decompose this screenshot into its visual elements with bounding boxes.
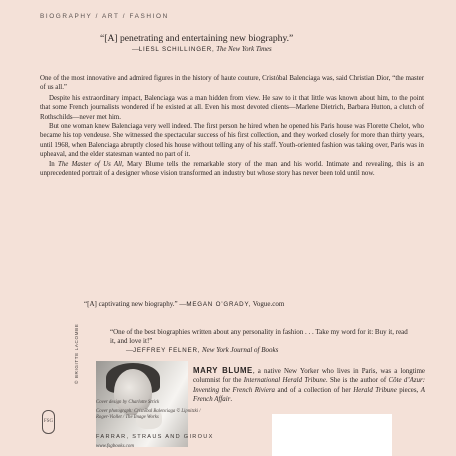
publisher-name: FARRAR, STRAUS AND GIROUX (96, 434, 214, 440)
description-paragraph-4 (40, 160, 424, 179)
top-quote-dash: — (132, 46, 139, 53)
bottom-quote-dash: — (126, 346, 133, 354)
mid-quote-reviewer: MEGAN O’GRADY, (186, 301, 252, 308)
publisher-logo: FSG (42, 410, 55, 434)
bio-segment-2: . She is the author of (325, 377, 389, 385)
description-paragraph-2: Despite his extraordinary impact, Balenciaga was a man hidden from view. He saw to it that little was known about him, to the point that some French journalists wondered if he existed at all. Even his most devoted clients—Marlene Dietrich, Barbara Hutton, a clutch of Rothschilds—never met him. (40, 94, 424, 121)
cover-design-credit: Cover design by Charlotte Strick (96, 400, 160, 405)
cover-photo-credit-line-2: Roger-Viollet / The Image Works (96, 415, 159, 421)
category-label: BIOGRAPHY / ART / FASHION (40, 13, 169, 20)
cover-credits (96, 400, 236, 422)
p4-rest: , Mary Blume tells the remarkable story of the man and his world. Intimate and revealing, this is an unprecedented portrait of a designer whose vision transformed an industry but whose story has never been told until now. (40, 160, 424, 178)
bottom-quote-text: “One of the best biographies written about any personality in fashion . . . Take my word for it: Buy it, read it, and love it!” (110, 328, 408, 345)
description-body (40, 74, 424, 178)
author-bio (193, 366, 425, 405)
barcode-area (272, 414, 392, 456)
middle-review-quote (84, 300, 424, 309)
cover-photo-credit-line-1: Cover photograph: Cristóbal Balenciaga © Lipnitzki / (96, 409, 201, 415)
publisher-url: www.fsgbooks.com (96, 444, 134, 449)
p4-prefix: In (49, 160, 59, 168)
top-quote-reviewer: LIESL SCHILLINGER, (138, 46, 215, 53)
bio-newspaper-2: Herald Tribune (353, 386, 397, 394)
bio-newspaper: International Herald Tribune (243, 377, 326, 385)
top-review-quote (100, 33, 420, 53)
mid-quote-source: Vogue.com (252, 300, 285, 308)
bottom-review-quote (110, 328, 410, 355)
author-photo-credit: © BRIGITTE LACOMBE (74, 323, 79, 384)
bottom-quote-attribution (110, 346, 410, 355)
bio-book-1: Côte d’Azur: Inventing the French Riviera (193, 377, 425, 394)
author-bio-text (193, 366, 425, 405)
description-paragraph-3: But one woman knew Balenciaga very well indeed. The first person he hired when he opened his Paris house was Florette Chelot, who became his top vendeuse. She witnessed the spectacular success of his first collection, and they worked closely for more than thirty years, until 1968, when Balenciaga abruptly closed his house without telling any of his staff. Youth-oriented fashion was taking over, Paris was in upheaval, and the elder statesman wanted no part of it. (40, 123, 424, 159)
bio-book-2: A French Affair (193, 386, 426, 404)
bio-segment-1: , a native New Yorker who lives in Paris, was a longtime columnist for the (193, 368, 425, 385)
top-quote-text: “[A] penetrating and entertaining new biography.” (100, 33, 294, 44)
description-paragraph-1: One of the most innovative and admired figures in the history of haute couture, Cristóbal Balenciaga was, said Christian Dior, “the master of us all.” (40, 75, 424, 92)
bio-segment-5: . (230, 396, 233, 404)
book-title: The Master of Us All (58, 160, 122, 168)
top-quote-source: The New York Times (216, 46, 272, 53)
mid-quote-text: “[A] captivating new biography.” — (84, 300, 187, 308)
bottom-quote-source: New York Journal of Books (202, 346, 279, 354)
bio-segment-3: and of a collection of her (275, 386, 354, 394)
author-name: MARY BLUME (193, 366, 253, 375)
top-quote-attribution (100, 46, 420, 53)
bottom-quote-reviewer: JEFFREY FELNER, (133, 347, 201, 354)
bio-segment-4: pieces, (396, 386, 421, 394)
